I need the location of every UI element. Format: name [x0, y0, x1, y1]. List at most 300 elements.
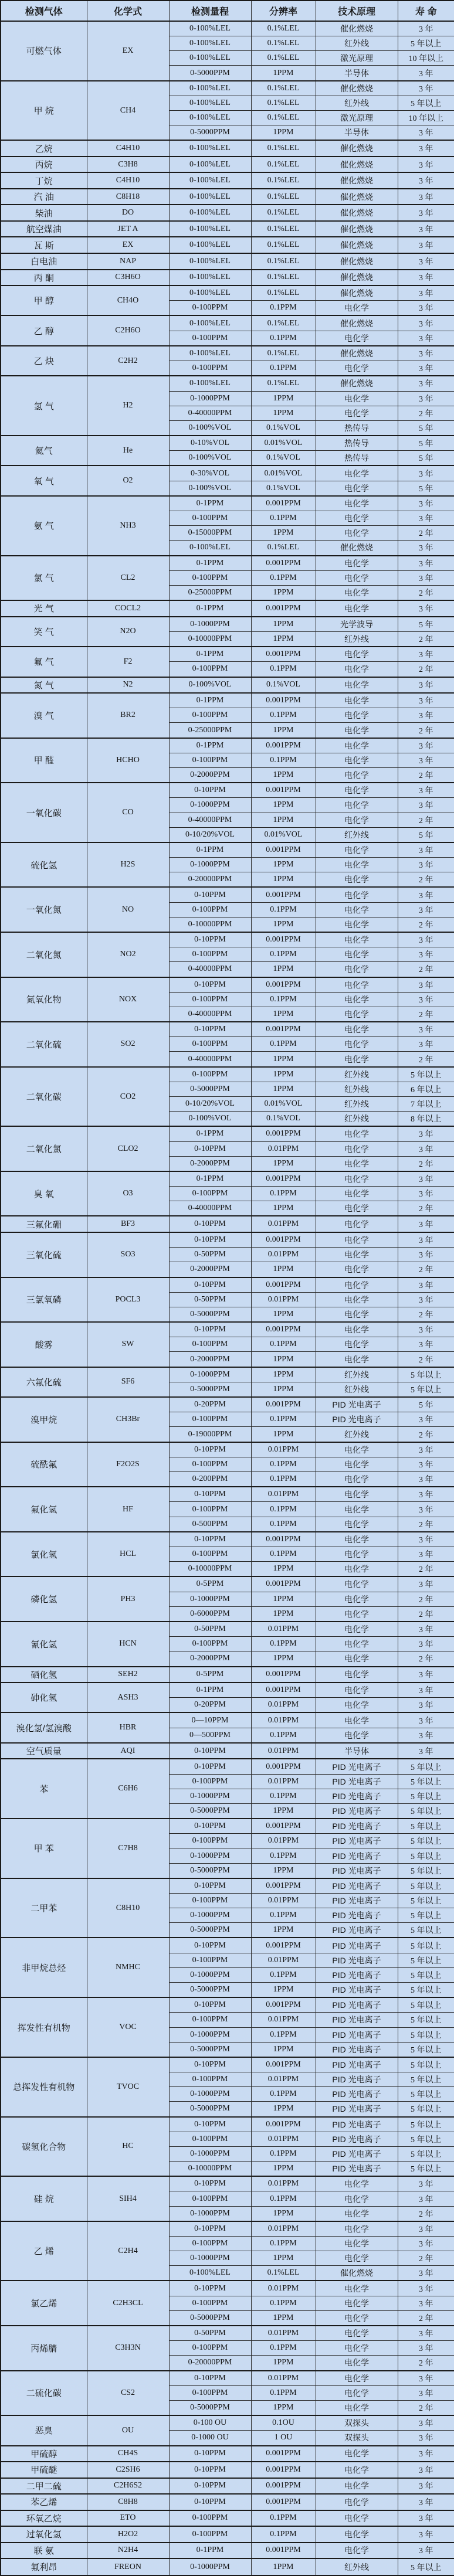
lifespan-cell: 3 年 — [398, 66, 454, 81]
principle-cell: 催化燃烧 — [316, 376, 398, 391]
resolution-cell: 0.001PPM — [251, 1232, 316, 1248]
principle-cell: 电化学 — [316, 2296, 398, 2310]
lifespan-cell: 2 年 — [398, 1562, 454, 1577]
lifespan-cell: 5 年以上 — [398, 2162, 454, 2177]
resolution-cell: 0.01PPM — [251, 1894, 316, 1908]
gas-name-cell: 环氧乙烷 — [1, 2510, 87, 2527]
lifespan-cell: 2 年 — [398, 872, 454, 888]
principle-cell: 电化学 — [316, 708, 398, 723]
gas-name-cell: 硫酰氟 — [1, 1442, 87, 1487]
table-row — [1, 253, 454, 270]
lifespan-cell: 3 年 — [398, 858, 454, 872]
table-row — [1, 140, 454, 157]
resolution-cell: 0.001PPM — [251, 556, 316, 571]
principle-cell: PID 光电离子 — [316, 1938, 398, 1953]
principle-cell: 电化学 — [316, 2341, 398, 2356]
range-cell: 0-100PPM — [169, 2526, 251, 2543]
table-row — [1, 977, 454, 993]
resolution-cell: 0.1%LEL — [251, 205, 316, 221]
lifespan-cell: 5 年以上 — [398, 2013, 454, 2027]
principle-cell: 电化学 — [316, 1187, 398, 1201]
range-cell: 0-20PPM — [169, 1397, 251, 1412]
lifespan-cell: 5 年以上 — [398, 2087, 454, 2102]
range-cell: 0-100%LEL — [169, 81, 251, 96]
col-header-range: 检测量程 — [169, 1, 251, 21]
resolution-cell: 0.1PPM — [251, 708, 316, 723]
resolution-cell: 1PPM — [251, 406, 316, 420]
gas-name-cell: 二甲苯 — [1, 1878, 87, 1938]
gas-name-cell: 乙 炔 — [1, 346, 87, 376]
gas-name-cell: 一氧化碳 — [1, 783, 87, 842]
range-cell: 0-10PPM — [169, 1141, 251, 1156]
gas-name-cell: 碳氢化合物 — [1, 2117, 87, 2177]
range-cell: 0-10PPM — [169, 1277, 251, 1293]
resolution-cell: 0.01PPM — [251, 1622, 316, 1637]
gas-name-cell: 氟化氢 — [1, 1487, 87, 1532]
lifespan-cell: 3 年 — [398, 1322, 454, 1337]
range-cell: 0-50PPM — [169, 1292, 251, 1307]
lifespan-cell: 2 年 — [398, 767, 454, 783]
range-cell: 0-1000PPM — [169, 2146, 251, 2161]
table-row — [1, 1622, 454, 1637]
principle-cell: 催化燃烧 — [316, 81, 398, 96]
principle-cell: 红外线 — [316, 1067, 398, 1082]
gas-name-cell: 氯 气 — [1, 556, 87, 601]
resolution-cell: 1PPM — [251, 2042, 316, 2057]
table-body — [1, 21, 454, 2575]
range-cell: 0-5000PPM — [169, 2310, 251, 2326]
principle-cell: 催化燃烧 — [316, 221, 398, 237]
table-row — [1, 2510, 454, 2527]
lifespan-cell: 3 年 — [398, 511, 454, 526]
col-header-formula: 化学式 — [87, 1, 169, 21]
principle-cell: PID 光电离子 — [316, 2102, 398, 2117]
resolution-cell: 0.1%LEL — [251, 36, 316, 51]
range-cell: 0-1000PPM — [169, 2027, 251, 2042]
range-cell: 0-100PPM — [169, 1637, 251, 1651]
range-cell: 0-5PPM — [169, 1576, 251, 1592]
principle-cell: 电化学 — [316, 2478, 398, 2495]
table-row — [1, 2478, 454, 2495]
resolution-cell: 0.01PPM — [251, 2132, 316, 2146]
lifespan-cell: 2 年 — [398, 1052, 454, 1067]
resolution-cell: 0.1PPM — [251, 1412, 316, 1427]
gas-name-cell: 氧 气 — [1, 465, 87, 495]
lifespan-cell: 3 年 — [398, 1743, 454, 1759]
lifespan-cell: 5 年以上 — [398, 1834, 454, 1848]
resolution-cell: 0.1PPM — [251, 1908, 316, 1923]
principle-cell: 红外线 — [316, 2558, 398, 2575]
lifespan-cell: 2 年 — [398, 406, 454, 420]
lifespan-cell: 5 年以上 — [398, 1789, 454, 1803]
gas-name-cell: 空气质量 — [1, 1743, 87, 1759]
table-row — [1, 932, 454, 947]
principle-cell: 红外线 — [316, 631, 398, 647]
resolution-cell: 0.01PPM — [251, 2221, 316, 2237]
range-cell: 0-1PPM — [169, 556, 251, 571]
table-row — [1, 237, 454, 253]
col-header-principle: 技术原理 — [316, 1, 398, 21]
principle-cell: 电化学 — [316, 2526, 398, 2543]
formula-cell: DO — [87, 205, 169, 221]
principle-cell: 电化学 — [316, 693, 398, 708]
lifespan-cell: 3 年 — [398, 1171, 454, 1187]
principle-cell: 电化学 — [316, 2310, 398, 2326]
gas-name-cell: 二氧化氯 — [1, 1126, 87, 1171]
principle-cell: 催化燃烧 — [316, 237, 398, 253]
formula-cell: VOC — [87, 1997, 169, 2057]
range-cell: 0-100PPM — [169, 570, 251, 585]
lifespan-cell: 3 年 — [398, 2526, 454, 2543]
range-cell: 0-100PPM — [169, 2132, 251, 2146]
gas-name-cell: 丙烷 — [1, 157, 87, 173]
gas-name-cell: 溴 气 — [1, 693, 87, 738]
gas-name-cell: 六氟化硫 — [1, 1367, 87, 1397]
gas-name-cell: 氨 气 — [1, 496, 87, 556]
principle-cell: 电化学 — [316, 798, 398, 813]
range-cell: 0-500PPM — [169, 1517, 251, 1532]
table-row — [1, 1743, 454, 1759]
resolution-cell: 1PPM — [251, 858, 316, 872]
lifespan-cell: 3 年 — [398, 1667, 454, 1683]
principle-cell: PID 光电离子 — [316, 1878, 398, 1894]
principle-cell: 电化学 — [316, 1562, 398, 1577]
principle-cell: 电化学 — [316, 917, 398, 932]
resolution-cell: 0.001PPM — [251, 842, 316, 858]
lifespan-cell: 2 年 — [398, 1592, 454, 1606]
lifespan-cell: 5 年以上 — [398, 1382, 454, 1397]
resolution-cell: 1PPM — [251, 1067, 316, 1082]
range-cell: 0-25000PPM — [169, 585, 251, 600]
resolution-cell: 1PPM — [251, 2310, 316, 2326]
resolution-cell: 1PPM — [251, 872, 316, 888]
range-cell: 0-5000PPM — [169, 1307, 251, 1322]
principle-cell: PID 光电离子 — [316, 2072, 398, 2087]
resolution-cell: 1PPM — [251, 1923, 316, 1938]
gas-name-cell: 硫化氢 — [1, 842, 87, 888]
range-cell: 0-100%VOL — [169, 420, 251, 436]
range-cell: 0-1000PPM — [169, 798, 251, 813]
principle-cell: 电化学 — [316, 1126, 398, 1141]
lifespan-cell: 5 年以上 — [398, 1967, 454, 1982]
range-cell: 0-100PPM — [169, 992, 251, 1007]
table-row — [1, 1442, 454, 1457]
resolution-cell: 0.1%LEL — [251, 2266, 316, 2281]
principle-cell: 电化学 — [316, 2400, 398, 2415]
formula-cell: SEH2 — [87, 1667, 169, 1683]
table-row — [1, 315, 454, 331]
resolution-cell: 0.1%VOL — [251, 451, 316, 466]
formula-cell: H2O2 — [87, 2526, 169, 2543]
resolution-cell: 1PPM — [251, 526, 316, 541]
lifespan-cell: 5 年以上 — [398, 1863, 454, 1878]
gas-name-cell: 总挥发性有机物 — [1, 2057, 87, 2117]
gas-name-cell: 硅 烷 — [1, 2176, 87, 2221]
resolution-cell: 0.1%VOL — [251, 420, 316, 436]
principle-cell: PID 光电离子 — [316, 1848, 398, 1863]
lifespan-cell: 3 年 — [398, 286, 454, 301]
formula-cell: SW — [87, 1322, 169, 1367]
resolution-cell: 0.1%LEL — [251, 140, 316, 157]
table-row — [1, 2221, 454, 2237]
principle-cell: 电化学 — [316, 2371, 398, 2386]
gas-name-cell: 苯乙烯 — [1, 2494, 87, 2510]
lifespan-cell: 2 年 — [398, 1156, 454, 1171]
resolution-cell: 1PPM — [251, 2162, 316, 2177]
range-cell: 0-10PPM — [169, 1997, 251, 2013]
lifespan-cell: 2 年 — [398, 2356, 454, 2371]
gas-name-cell: 乙烷 — [1, 140, 87, 157]
principle-cell: 电化学 — [316, 962, 398, 977]
gas-name-cell: 磷化氢 — [1, 1576, 87, 1622]
table-row — [1, 286, 454, 301]
range-cell: 0-100%VOL — [169, 677, 251, 694]
formula-cell: C2H3CL — [87, 2281, 169, 2326]
lifespan-cell: 3 年 — [398, 647, 454, 662]
range-cell: 0-10PPM — [169, 1819, 251, 1834]
table-row — [1, 2526, 454, 2543]
resolution-cell: 1PPM — [251, 391, 316, 406]
resolution-cell: 0.001PPM — [251, 2494, 316, 2510]
resolution-cell: 0.1PPM — [251, 2087, 316, 2102]
resolution-cell: 0.1PPM — [251, 1187, 316, 1201]
range-cell: 0-10PPM — [169, 1878, 251, 1894]
lifespan-cell: 5 年以上 — [398, 36, 454, 51]
lifespan-cell: 5 年 — [398, 436, 454, 451]
principle-cell: 电化学 — [316, 992, 398, 1007]
range-cell: 0-100%LEL — [169, 315, 251, 331]
principle-cell: 电化学 — [316, 677, 398, 694]
principle-cell: 电化学 — [316, 2462, 398, 2478]
resolution-cell: 0.001PPM — [251, 1171, 316, 1187]
gas-name-cell: 甲硫醚 — [1, 2462, 87, 2478]
principle-cell: 催化燃烧 — [316, 541, 398, 556]
gas-name-cell: 硒化氢 — [1, 1667, 87, 1683]
formula-cell: TVOC — [87, 2057, 169, 2117]
principle-cell: 电化学 — [316, 406, 398, 420]
resolution-cell: 1PPM — [251, 2251, 316, 2266]
range-cell: 0-100PPM — [169, 1412, 251, 1427]
resolution-cell: 0.001PPM — [251, 600, 316, 617]
table-row — [1, 738, 454, 753]
range-cell: 0-10PPM — [169, 1759, 251, 1774]
gas-name-cell: 可燃气体 — [1, 21, 87, 81]
resolution-cell: 0.001PPM — [251, 2446, 316, 2462]
col-header-lifespan: 寿 命 — [398, 1, 454, 21]
lifespan-cell: 3 年 — [398, 301, 454, 316]
lifespan-cell: 2 年 — [398, 631, 454, 647]
table-row — [1, 2326, 454, 2341]
principle-cell: PID 光电离子 — [316, 1774, 398, 1789]
resolution-cell: 1PPM — [251, 2356, 316, 2371]
principle-cell: 电化学 — [316, 2206, 398, 2221]
range-cell: 0-1PPM — [169, 1171, 251, 1187]
table-row — [1, 1997, 454, 2013]
range-cell: 0-100%LEL — [169, 36, 251, 51]
range-cell: 0-1000PPM — [169, 617, 251, 632]
principle-cell: 电化学 — [316, 511, 398, 526]
gas-name-cell: 丙烯腈 — [1, 2326, 87, 2371]
range-cell: 0-10/20%VOL — [169, 1097, 251, 1112]
resolution-cell: 0.001PPM — [251, 1277, 316, 1293]
range-cell: 0-40000PPM — [169, 1007, 251, 1022]
lifespan-cell: 3 年 — [398, 496, 454, 511]
resolution-cell: 0.1%LEL — [251, 376, 316, 391]
range-cell: 0-100PPM — [169, 1894, 251, 1908]
resolution-cell: 0.001PPM — [251, 2462, 316, 2478]
range-cell: 0-100%VOL — [169, 451, 251, 466]
lifespan-cell: 3 年 — [398, 21, 454, 36]
table-row — [1, 2543, 454, 2559]
lifespan-cell: 5 年以上 — [398, 1923, 454, 1938]
range-cell: 0-25000PPM — [169, 723, 251, 738]
principle-cell: 红外线 — [316, 1112, 398, 1127]
resolution-cell: 0.001PPM — [251, 1819, 316, 1834]
principle-cell: 热传导 — [316, 436, 398, 451]
principle-cell: 电化学 — [316, 1651, 398, 1667]
range-cell: 0-50PPM — [169, 1248, 251, 1262]
gas-name-cell: 氯化氢 — [1, 1532, 87, 1577]
resolution-cell: 1PPM — [251, 617, 316, 632]
principle-cell: PID 光电离子 — [316, 1412, 398, 1427]
range-cell: 0-1PPM — [169, 2543, 251, 2559]
lifespan-cell: 3 年 — [398, 1712, 454, 1728]
gas-name-cell: 砷化氢 — [1, 1683, 87, 1712]
range-cell: 0-100 OU — [169, 2415, 251, 2431]
lifespan-cell: 7 年以上 — [398, 1097, 454, 1112]
range-cell: 0-100%LEL — [169, 286, 251, 301]
formula-cell: NOX — [87, 977, 169, 1022]
table-row — [1, 2117, 454, 2132]
formula-cell: CH4S — [87, 2446, 169, 2462]
principle-cell: 半导体 — [316, 125, 398, 141]
resolution-cell: 0.1PPM — [251, 1472, 316, 1487]
formula-cell: He — [87, 436, 169, 465]
resolution-cell: 0.01PPM — [251, 2072, 316, 2087]
range-cell: 0-10PPM — [169, 2176, 251, 2191]
resolution-cell: 0.01PPM — [251, 1774, 316, 1789]
formula-cell: CS2 — [87, 2371, 169, 2416]
range-cell: 0-100%VOL — [169, 481, 251, 496]
lifespan-cell: 5 年以上 — [398, 2072, 454, 2087]
lifespan-cell: 5 年以上 — [398, 1367, 454, 1382]
resolution-cell: 1PPM — [251, 1382, 316, 1397]
resolution-cell: 0.1PPM — [251, 1967, 316, 1982]
range-cell: 0-100PPM — [169, 2072, 251, 2087]
principle-cell: 电化学 — [316, 556, 398, 571]
resolution-cell: 0.1PPM — [251, 2191, 316, 2206]
resolution-cell: 0.001PPM — [251, 1997, 316, 2013]
resolution-cell: 0.01PPM — [251, 2326, 316, 2341]
table-row — [1, 1277, 454, 1293]
resolution-cell: 0.1%LEL — [251, 237, 316, 253]
formula-cell: NMHC — [87, 1938, 169, 1997]
lifespan-cell: 2 年 — [398, 526, 454, 541]
principle-cell: 电化学 — [316, 2176, 398, 2191]
principle-cell: 电化学 — [316, 2281, 398, 2296]
lifespan-cell: 3 年 — [398, 331, 454, 346]
lifespan-cell: 2 年 — [398, 1651, 454, 1667]
table-row — [1, 21, 454, 36]
lifespan-cell: 2 年 — [398, 962, 454, 977]
lifespan-cell: 3 年 — [398, 237, 454, 253]
range-cell: 0-10PPM — [169, 2478, 251, 2495]
lifespan-cell: 3 年 — [398, 1248, 454, 1262]
range-cell: 0-10PPM — [169, 887, 251, 902]
resolution-cell: 0.001PPM — [251, 2543, 316, 2559]
principle-cell: 红外线 — [316, 36, 398, 51]
table-row — [1, 2446, 454, 2462]
range-cell: 0-1PPM — [169, 647, 251, 662]
principle-cell: 催化燃烧 — [316, 189, 398, 205]
range-cell: 0-1PPM — [169, 600, 251, 617]
formula-cell: SF6 — [87, 1367, 169, 1397]
lifespan-cell: 3 年 — [398, 2446, 454, 2462]
lifespan-cell: 3 年 — [398, 1216, 454, 1232]
principle-cell: 电化学 — [316, 585, 398, 600]
resolution-cell: 0.01PPM — [251, 1743, 316, 1759]
principle-cell: 红外线 — [316, 1382, 398, 1397]
resolution-cell: 0.1%LEL — [251, 253, 316, 270]
gas-name-cell: 氮 气 — [1, 677, 87, 694]
principle-cell: 热传导 — [316, 420, 398, 436]
formula-cell: O3 — [87, 1171, 169, 1216]
gas-name-cell: 过氧化氢 — [1, 2526, 87, 2543]
lifespan-cell: 3 年 — [398, 157, 454, 173]
resolution-cell: 1PPM — [251, 1352, 316, 1367]
table-row — [1, 465, 454, 481]
range-cell: 0-2000PPM — [169, 767, 251, 783]
range-cell: 0-100PPM — [169, 511, 251, 526]
resolution-cell: 0.1PPM — [251, 2237, 316, 2251]
lifespan-cell: 3 年 — [398, 346, 454, 361]
range-cell: 0-5000PPM — [169, 1382, 251, 1397]
principle-cell: 电化学 — [316, 1728, 398, 1743]
formula-cell: ASH3 — [87, 1683, 169, 1712]
range-cell: 0-10PPM — [169, 932, 251, 947]
range-cell: 0-5000PPM — [169, 2400, 251, 2415]
resolution-cell: 0.01PPM — [251, 1698, 316, 1713]
gas-name-cell: 氟利昂 — [1, 2558, 87, 2575]
resolution-cell: 1PPM — [251, 1863, 316, 1878]
resolution-cell: 0.1PPM — [251, 511, 316, 526]
lifespan-cell: 3 年 — [398, 1472, 454, 1487]
resolution-cell: 0.001PPM — [251, 1938, 316, 1953]
lifespan-cell: 2 年 — [398, 585, 454, 600]
principle-cell: 电化学 — [316, 1667, 398, 1683]
principle-cell: 电化学 — [316, 1352, 398, 1367]
resolution-cell: 0.01PPM — [251, 1216, 316, 1232]
formula-cell: C4H10 — [87, 140, 169, 157]
range-cell: 0-10PPM — [169, 2462, 251, 2478]
table-row — [1, 1576, 454, 1592]
gas-name-cell: 甲 烷 — [1, 81, 87, 141]
lifespan-cell: 3 年 — [398, 1683, 454, 1698]
resolution-cell: 1PPM — [251, 66, 316, 81]
lifespan-cell: 3 年 — [398, 1547, 454, 1562]
principle-cell: PID 光电离子 — [316, 2027, 398, 2042]
table-row — [1, 1022, 454, 1037]
lifespan-cell: 3 年 — [398, 1126, 454, 1141]
resolution-cell: 0.001PPM — [251, 1322, 316, 1337]
resolution-cell: 0.1%VOL — [251, 677, 316, 694]
lifespan-cell: 2 年 — [398, 917, 454, 932]
range-cell: 0-6000PPM — [169, 1606, 251, 1622]
principle-cell: PID 光电离子 — [316, 2087, 398, 2102]
table-row — [1, 2415, 454, 2431]
formula-cell: H2 — [87, 376, 169, 436]
resolution-cell: 1PPM — [251, 1262, 316, 1277]
